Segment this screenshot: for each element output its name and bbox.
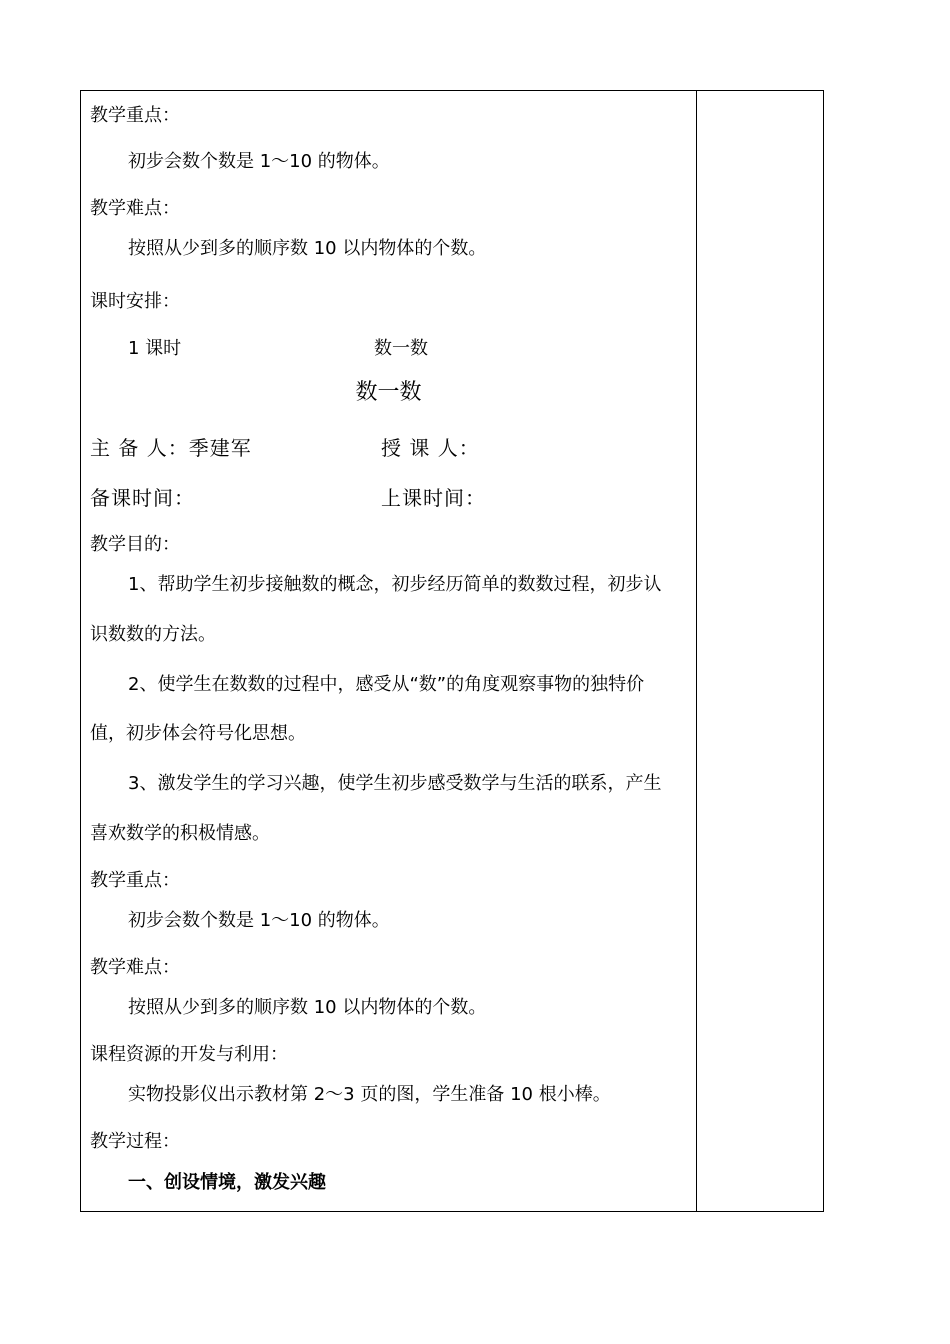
- resources-label: 课程资源的开发与利用：: [90, 1044, 288, 1065]
- step-heading: 一、创设情境，激发兴趣: [128, 1172, 326, 1193]
- column-divider: [696, 90, 697, 1212]
- key-points-label: 教学重点：: [90, 870, 180, 891]
- objective-line: 1、帮助学生初步接触数的概念，初步经历简单的数数过程，初步认: [128, 574, 662, 595]
- lesson-title: 数一数: [355, 380, 422, 405]
- schedule-hours: 1 课时: [128, 338, 182, 359]
- objectives-label: 教学目的：: [90, 534, 180, 555]
- objective-line: 喜欢数学的积极情感。: [90, 823, 270, 844]
- objective-line: 2、使学生在数数的过程中，感受从“数”的角度观察事物的独特价: [128, 674, 645, 695]
- objective-line: 值，初步体会符号化思想。: [90, 723, 306, 744]
- difficulty-label: 教学难点：: [90, 198, 180, 219]
- class-time-field: 上课时间：: [381, 486, 486, 510]
- resources-text: 实物投影仪出示教材第 2～3 页的图，学生准备 10 根小棒。: [128, 1084, 611, 1105]
- schedule-label: 课时安排：: [90, 291, 180, 312]
- schedule-topic: 数一数: [374, 338, 428, 359]
- preparer-field: 主 备 人：季建军: [90, 436, 252, 460]
- difficulty-label: 教学难点：: [90, 957, 180, 978]
- key-points-text: 初步会数个数是 1～10 的物体。: [128, 151, 390, 172]
- key-points-text: 初步会数个数是 1～10 的物体。: [128, 910, 390, 931]
- difficulty-text: 按照从少到多的顺序数 10 以内物体的个数。: [128, 997, 487, 1018]
- process-label: 教学过程：: [90, 1131, 180, 1152]
- teacher-field: 授 课 人：: [381, 436, 480, 460]
- objective-line: 识数数的方法。: [90, 624, 216, 645]
- prep-time-field: 备课时间：: [90, 486, 195, 510]
- objective-line: 3、激发学生的学习兴趣，使学生初步感受数学与生活的联系，产生: [128, 773, 662, 794]
- difficulty-text: 按照从少到多的顺序数 10 以内物体的个数。: [128, 238, 487, 259]
- key-points-label: 教学重点：: [90, 105, 180, 126]
